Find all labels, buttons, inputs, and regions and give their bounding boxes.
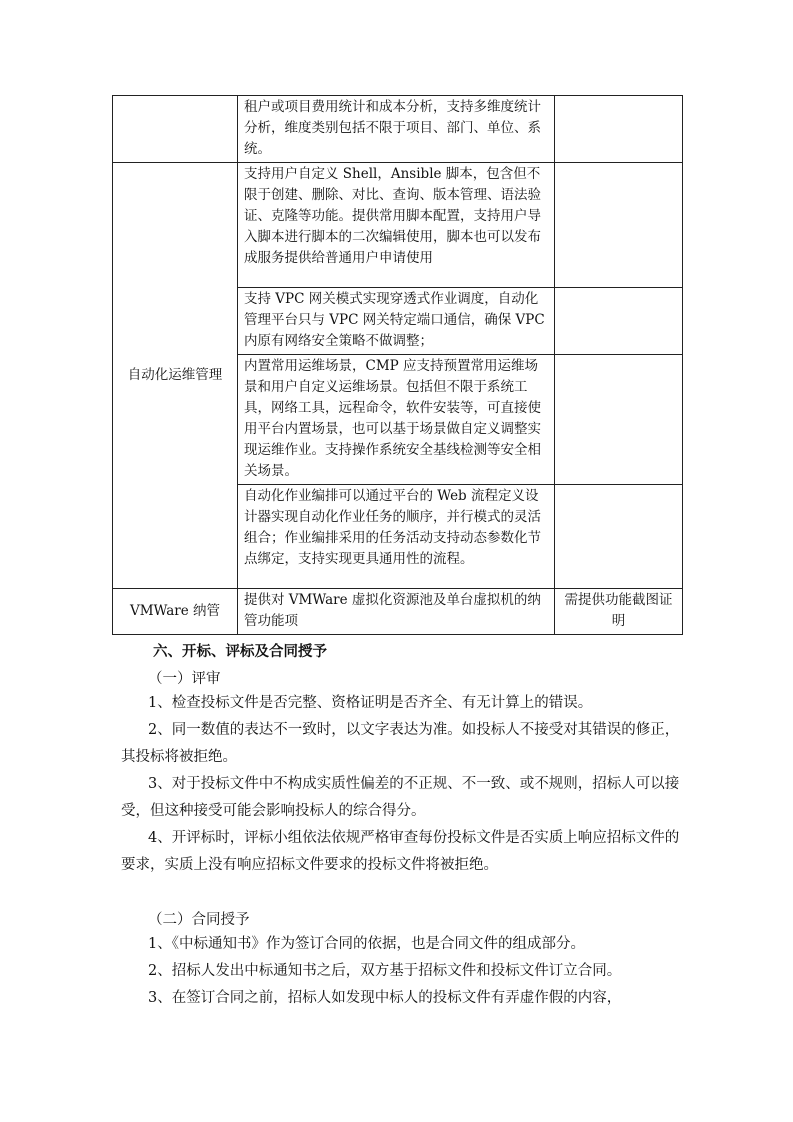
table-row bbox=[113, 163, 683, 288]
category-cell bbox=[113, 96, 238, 163]
remark-cell bbox=[555, 288, 683, 355]
remark-cell bbox=[555, 96, 683, 163]
subsection-heading-review: （一）评审 bbox=[148, 671, 221, 687]
feature-cell: 支持用户自定义 Shell，Ansible 脚本，包含但不限于创建、删除、对比、查询、版本管理、语法验证、克隆等功能。提供常用脚本配置，支持用户导入脚本进行脚本的二次编辑使用，脚本也可以发布成服务提供给普通用户申请使用 bbox=[238, 163, 555, 288]
paragraph: 3、对于投标文件中不构成实质性偏差的不正规、不一致、或不规则，招标人可以接受，但这种接受可能会影响投标人的综合得分。 bbox=[121, 776, 680, 819]
category-cell-automation: 自动化运维管理 bbox=[113, 163, 238, 589]
feature-cell: 租户或项目费用统计和成本分析，支持多维度统计分析，维度类别包括不限于项目、部门、单位、系统。 bbox=[238, 96, 555, 163]
paragraph: 3、在签订合同之前，招标人如发现中标人的投标文件有弄虚作假的内容， bbox=[148, 990, 622, 1006]
feature-cell: 支持 VPC 网关模式实现穿透式作业调度，自动化管理平台只与 VPC 网关特定端口通信，确保 VPC 内原有网络安全策略不做调整； bbox=[238, 288, 555, 355]
paragraph: 1、《中标通知书》作为签订合同的依据，也是合同文件的组成部分。 bbox=[148, 936, 585, 952]
requirements-table bbox=[112, 95, 683, 635]
subsection-heading-contract: （二）合同授予 bbox=[148, 912, 250, 928]
section-title: 六、开标、评标及合同授予 bbox=[153, 643, 327, 660]
table-row bbox=[113, 589, 683, 635]
category-cell-vmware: VMWare 纳管 bbox=[113, 589, 238, 635]
paragraph: 2、同一数值的表达不一致时，以文字表达为准。如投标人不接受对其错误的修正，其投标将被拒绝。 bbox=[121, 722, 680, 765]
feature-cell: 自动化作业编排可以通过平台的 Web 流程定义设计器实现自动化作业任务的顺序，并行模式的灵活组合；作业编排采用的任务活动支持动态参数化节点绑定，支持实现更具通用性的流程。 bbox=[238, 485, 555, 589]
feature-cell: 提供对 VMWare 虚拟化资源池及单台虚拟机的纳管功能项 bbox=[238, 589, 555, 635]
paragraph: 4、开评标时，评标小组依法依规严格审查每份投标文件是否实质上响应招标文件的要求，实质上没有响应招标文件要求的投标文件将被拒绝。 bbox=[121, 830, 680, 873]
paragraph: 1、检查投标文件是否完整、资格证明是否齐全、有无计算上的错误。 bbox=[148, 695, 593, 711]
paragraph: 2、招标人发出中标通知书之后，双方基于招标文件和投标文件订立合同。 bbox=[148, 963, 622, 979]
remark-cell bbox=[555, 485, 683, 589]
remark-cell bbox=[555, 163, 683, 288]
table-row bbox=[113, 96, 683, 163]
feature-cell: 内置常用运维场景，CMP 应支持预置常用运维场景和用户自定义运维场景。包括但不限于系统工具，网络工具，远程命令，软件安装等，可直接使用平台内置场景，也可以基于场景做自定义调整实现运维作业。支持操作系统安全基线检测等安全相关场景。 bbox=[238, 355, 555, 485]
remark-cell: 需提供功能截图证明 bbox=[555, 589, 683, 635]
remark-cell bbox=[555, 355, 683, 485]
